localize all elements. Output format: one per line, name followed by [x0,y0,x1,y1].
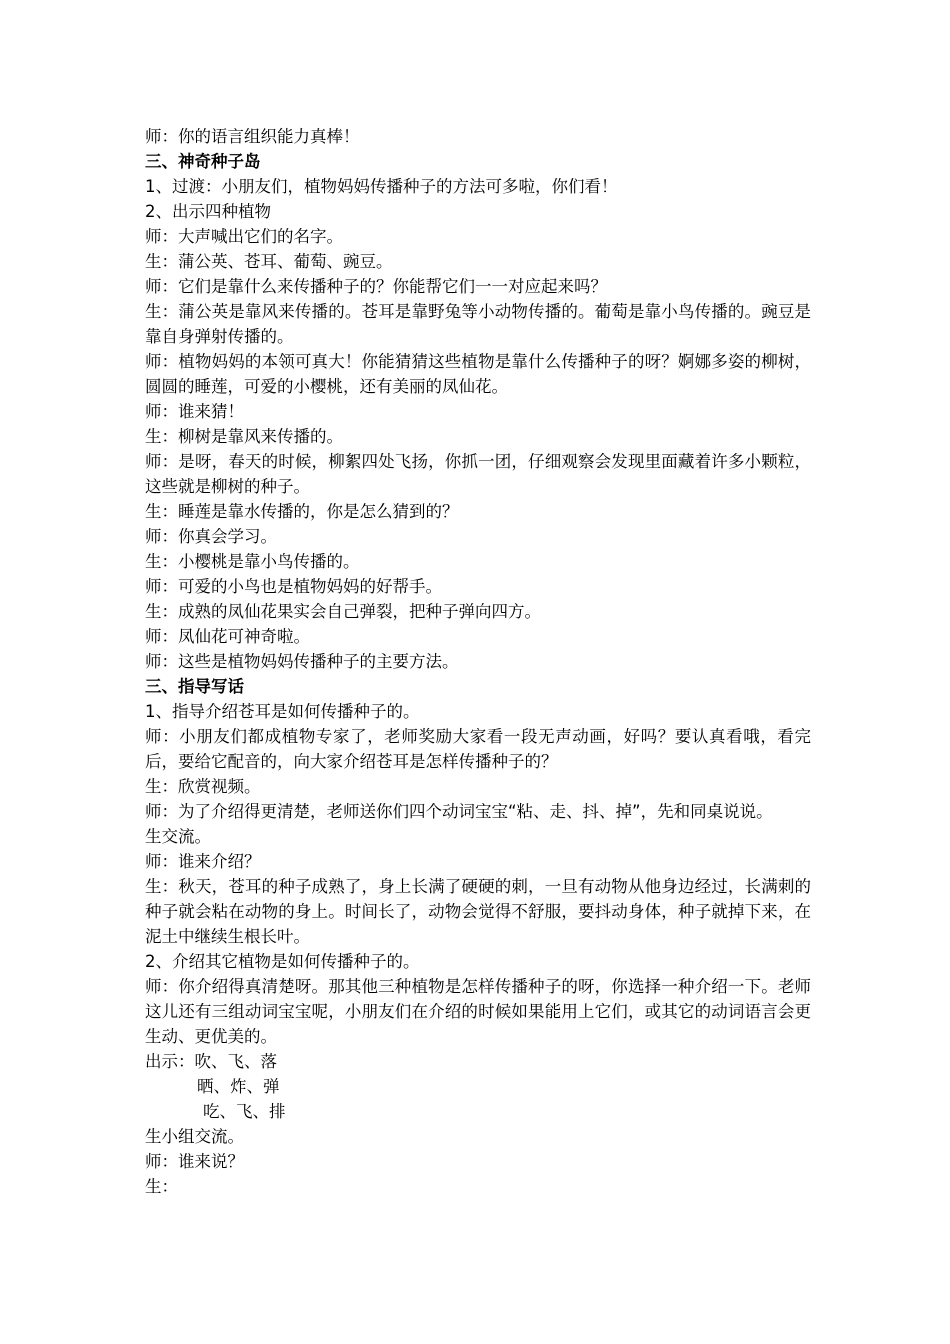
step-line: 1、指导介绍苍耳是如何传播种子的。 [145,702,420,721]
word-group-line: 吃、飞、排 [203,1102,286,1121]
dialogue-line: 师：凤仙花可神奇啦。 [145,627,310,646]
dialogue-line: 生：秋天，苍耳的种子成熟了，身上长满了硬硬的刺，一旦有动物从他身边经过，长满刺的种子就会粘在动物的身上。时间长了，动物会觉得不舒服，要抖动身体，种子就掉下来，在泥土中继续生根长叶。 [145,877,811,946]
dialogue-line: 师：谁来猜！ [145,402,244,421]
dialogue-line: 师：这些是植物妈妈传播种子的主要方法。 [145,652,459,671]
dialogue-line: 师：谁来介绍？ [145,852,261,871]
dialogue-line: 生：蒲公英、苍耳、葡萄、豌豆。 [145,252,393,271]
dialogue-line: 生：小樱桃是靠小鸟传播的。 [145,552,360,571]
dialogue-line: 生：柳树是靠风来传播的。 [145,427,343,446]
dialogue-line: 生：欣赏视频。 [145,777,261,796]
dialogue-line: 师：你介绍得真清楚呀。那其他三种植物是怎样传播种子的呀，你选择一种介绍一下。老师这儿还有三组动词宝宝呢，小朋友们在介绍的时候如果能用上它们，或其它的动词语言会更生动、更优美的。 [145,977,811,1046]
dialogue-line: 师：大声喊出它们的名字。 [145,227,343,246]
dialogue-line: 师：你真会学习。 [145,527,277,546]
dialogue-line: 生：睡莲是靠水传播的，你是怎么猜到的？ [145,502,459,521]
dialogue-line: 师：谁来说？ [145,1152,244,1171]
step-line: 1、过渡：小朋友们，植物妈妈传播种子的方法可多啦，你们看！ [145,177,618,196]
dialogue-line: 师：为了介绍得更清楚，老师送你们四个动词宝宝“粘、走、抖、掉”，先和同桌说说。 [145,802,773,821]
document-body [145,124,811,1199]
section-heading: 三、指导写话 [145,677,244,696]
step-line: 2、出示四种植物 [145,202,271,221]
dialogue-line: 师：可爱的小鸟也是植物妈妈的好帮手。 [145,577,442,596]
dialogue-line: 生： [145,1177,178,1196]
dialogue-line: 生交流。 [145,827,211,846]
section-heading: 三、神奇种子岛 [145,152,261,171]
dialogue-line: 生小组交流。 [145,1127,244,1146]
word-group-line: 出示：吹、飞、落 [145,1052,277,1071]
dialogue-line: 师：小朋友们都成植物专家了，老师奖励大家看一段无声动画，好吗？要认真看哦，看完后，要给它配音的，向大家介绍苍耳是怎样传播种子的？ [145,727,811,771]
step-line: 2、介绍其它植物是如何传播种子的。 [145,952,420,971]
dialogue-line: 师：你的语言组织能力真棒！ [145,127,360,146]
dialogue-line: 生：蒲公英是靠风来传播的。苍耳是靠野兔等小动物传播的。葡萄是靠小鸟传播的。豌豆是靠自身弹射传播的。 [145,302,811,346]
word-group-line: 晒、炸、弹 [197,1077,280,1096]
dialogue-line: 师：它们是靠什么来传播种子的？你能帮它们一一对应起来吗？ [145,277,607,296]
dialogue-line: 生：成熟的凤仙花果实会自己弹裂，把种子弹向四方。 [145,602,541,621]
dialogue-line: 师：是呀，春天的时候，柳絮四处飞扬，你抓一团，仔细观察会发现里面藏着许多小颗粒，这些就是柳树的种子。 [145,452,811,496]
dialogue-line: 师：植物妈妈的本领可真大！你能猜猜这些植物是靠什么传播种子的呀？婀娜多姿的柳树，圆圆的睡莲，可爱的小樱桃，还有美丽的凤仙花。 [145,352,811,396]
